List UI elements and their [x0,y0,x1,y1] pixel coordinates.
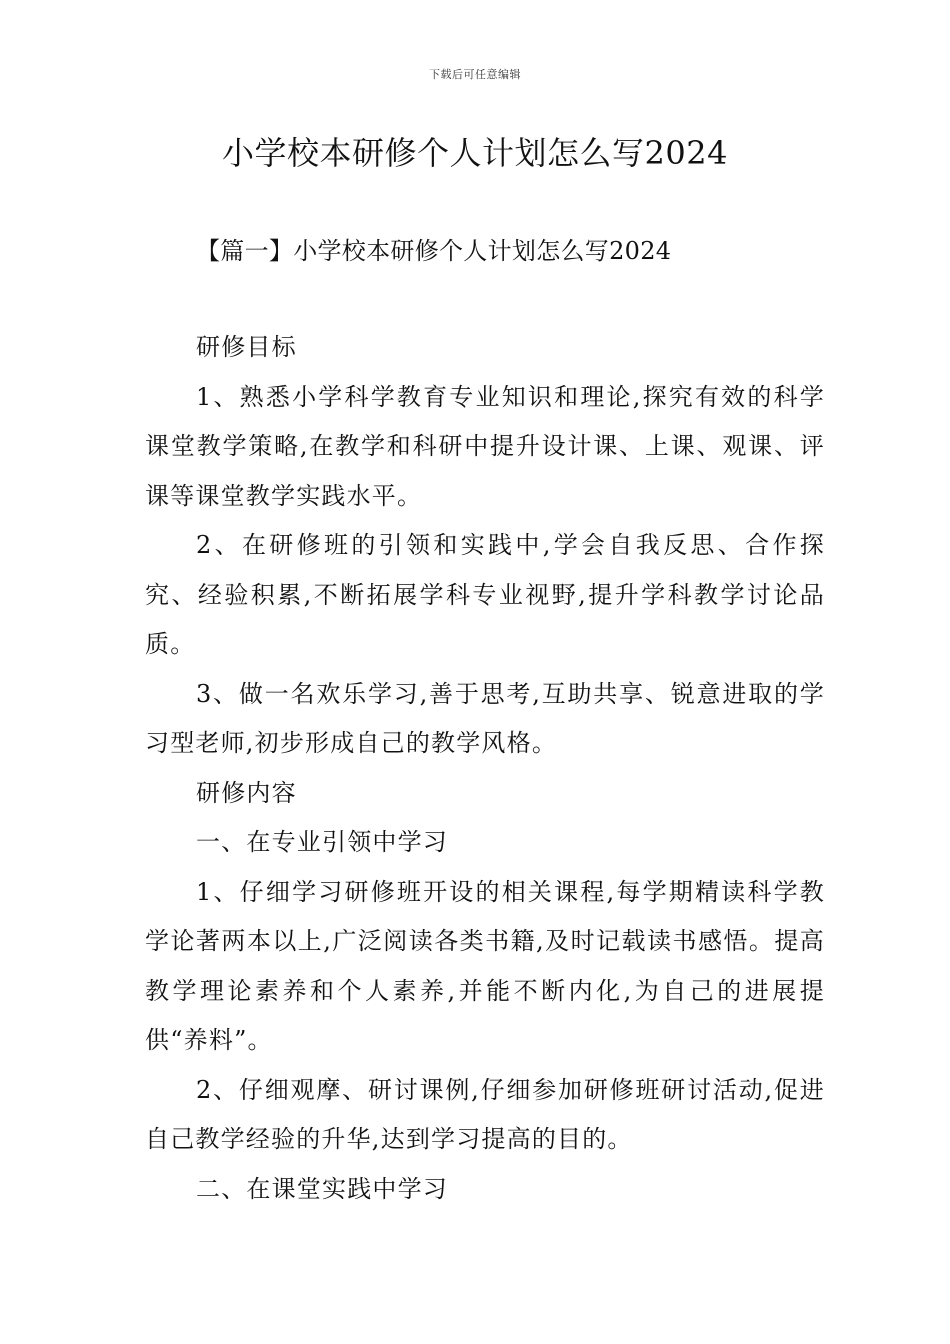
section-heading: 【篇一】小学校本研修个人计划怎么写2024 [196,237,672,265]
paragraph-goal-1: 1、熟悉小学科学教育专业知识和理论,探究有效的科学课堂教学策略,在教学和科研中提升设计课、上课、观课、评课等课堂教学实践水平。 [145,382,825,510]
paragraph-heading-goals: 研修目标 [196,333,297,361]
document-body [145,323,825,1214]
paragraph-heading-content: 研修内容 [196,778,297,807]
paragraph-subheading-1: 一、在专业引领中学习 [196,828,448,856]
paragraph-content-1: 1、仔细学习研修班开设的相关课程,每学期精读科学教学论著两本以上,广泛阅读各类书籍,及时记载读书感悟。提高教学理论素养和个人素养,并能不断内化,为自己的进展提供“养料”。 [145,877,825,1054]
document-title: 小学校本研修个人计划怎么写2024 [222,134,728,172]
paragraph-goal-2: 2、在研修班的引领和实践中,学会自我反思、合作探究、经验积累,不断拓展学科专业视野,提升学科教学讨论品质。 [145,531,825,658]
paragraph-goal-3: 3、做一名欢乐学习,善于思考,互助共享、锐意进取的学习型老师,初步形成自己的教学风格。 [145,679,825,757]
paragraph-content-2: 2、仔细观摩、研讨课例,仔细参加研修班研讨活动,促进自己教学经验的升华,达到学习提高的目的。 [145,1075,825,1153]
paragraph-subheading-2: 二、在课堂实践中学习 [196,1174,448,1203]
header-note: 下载后可任意编辑 [429,68,521,81]
